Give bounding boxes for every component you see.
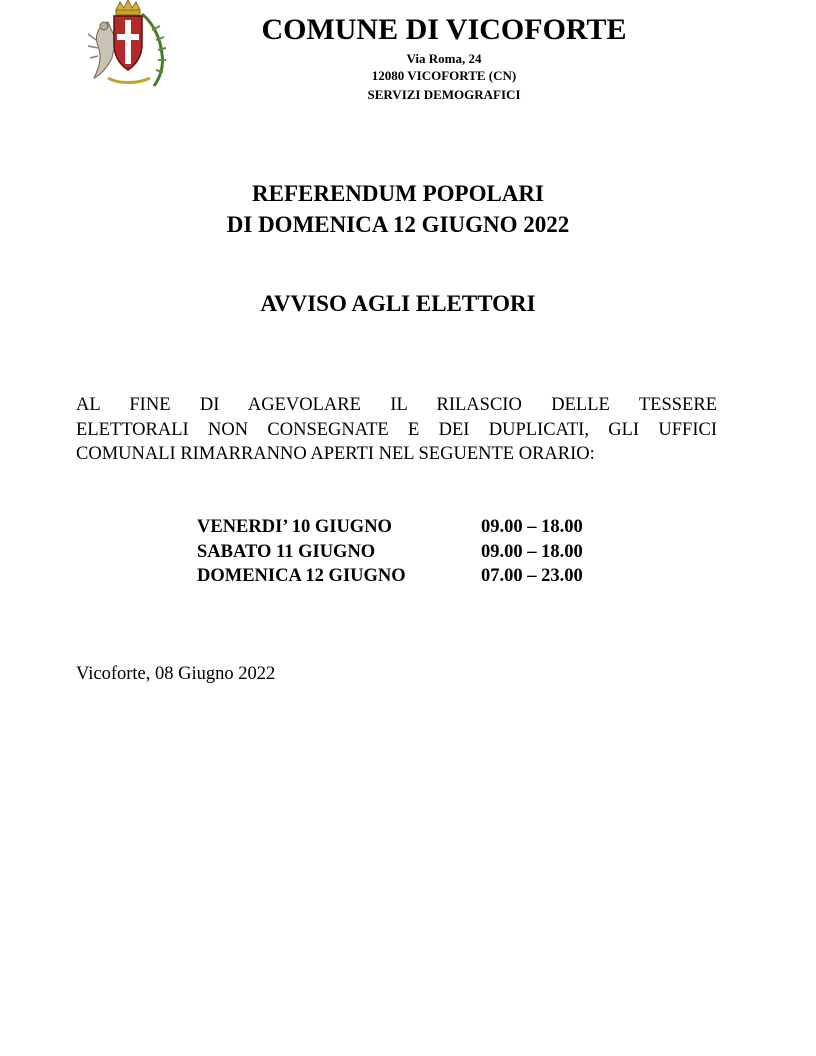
schedule-day: SABATO 11 GIUGNO: [197, 542, 376, 562]
referendum-date: DI DOMENICA 12 GIUGNO 2022: [226, 212, 570, 237]
schedule-day: DOMENICA 12 GIUGNO: [197, 566, 406, 586]
schedule-hours: 09.00 – 18.00: [481, 542, 583, 562]
schedule-row: [197, 540, 617, 565]
place-and-date: Vicoforte, 08 Giugno 2022: [76, 664, 276, 684]
notice-body-line: COMUNALI RIMARRANNO APERTI NEL SEGUENTE ORARIO:: [76, 444, 595, 464]
municipality-title: COMUNE DI VICOFORTE: [261, 13, 627, 46]
address-street: Via Roma, 24: [406, 51, 482, 66]
schedule-hours: 07.00 – 23.00: [481, 566, 583, 586]
municipal-crest-icon: [86, 0, 170, 92]
referendum-title: REFERENDUM POPOLARI: [252, 181, 544, 206]
department-name: SERVIZI DEMOGRAFICI: [367, 87, 521, 102]
notice-heading: AVVISO AGLI ELETTORI: [260, 291, 536, 316]
schedule-day: VENERDI’ 10 GIUGNO: [197, 517, 392, 537]
address-city: 12080 VICOFORTE (CN): [371, 68, 517, 83]
notice-body-line: ELETTORALI NON CONSEGNATE E DEI DUPLICATI, GLI UFFICI: [76, 420, 717, 440]
schedule-hours: 09.00 – 18.00: [481, 517, 583, 537]
notice-body-line: AL FINE DI AGEVOLARE IL RILASCIO DELLE TESSERE: [76, 395, 717, 415]
schedule-row: [197, 564, 617, 589]
schedule-row: [197, 515, 617, 540]
